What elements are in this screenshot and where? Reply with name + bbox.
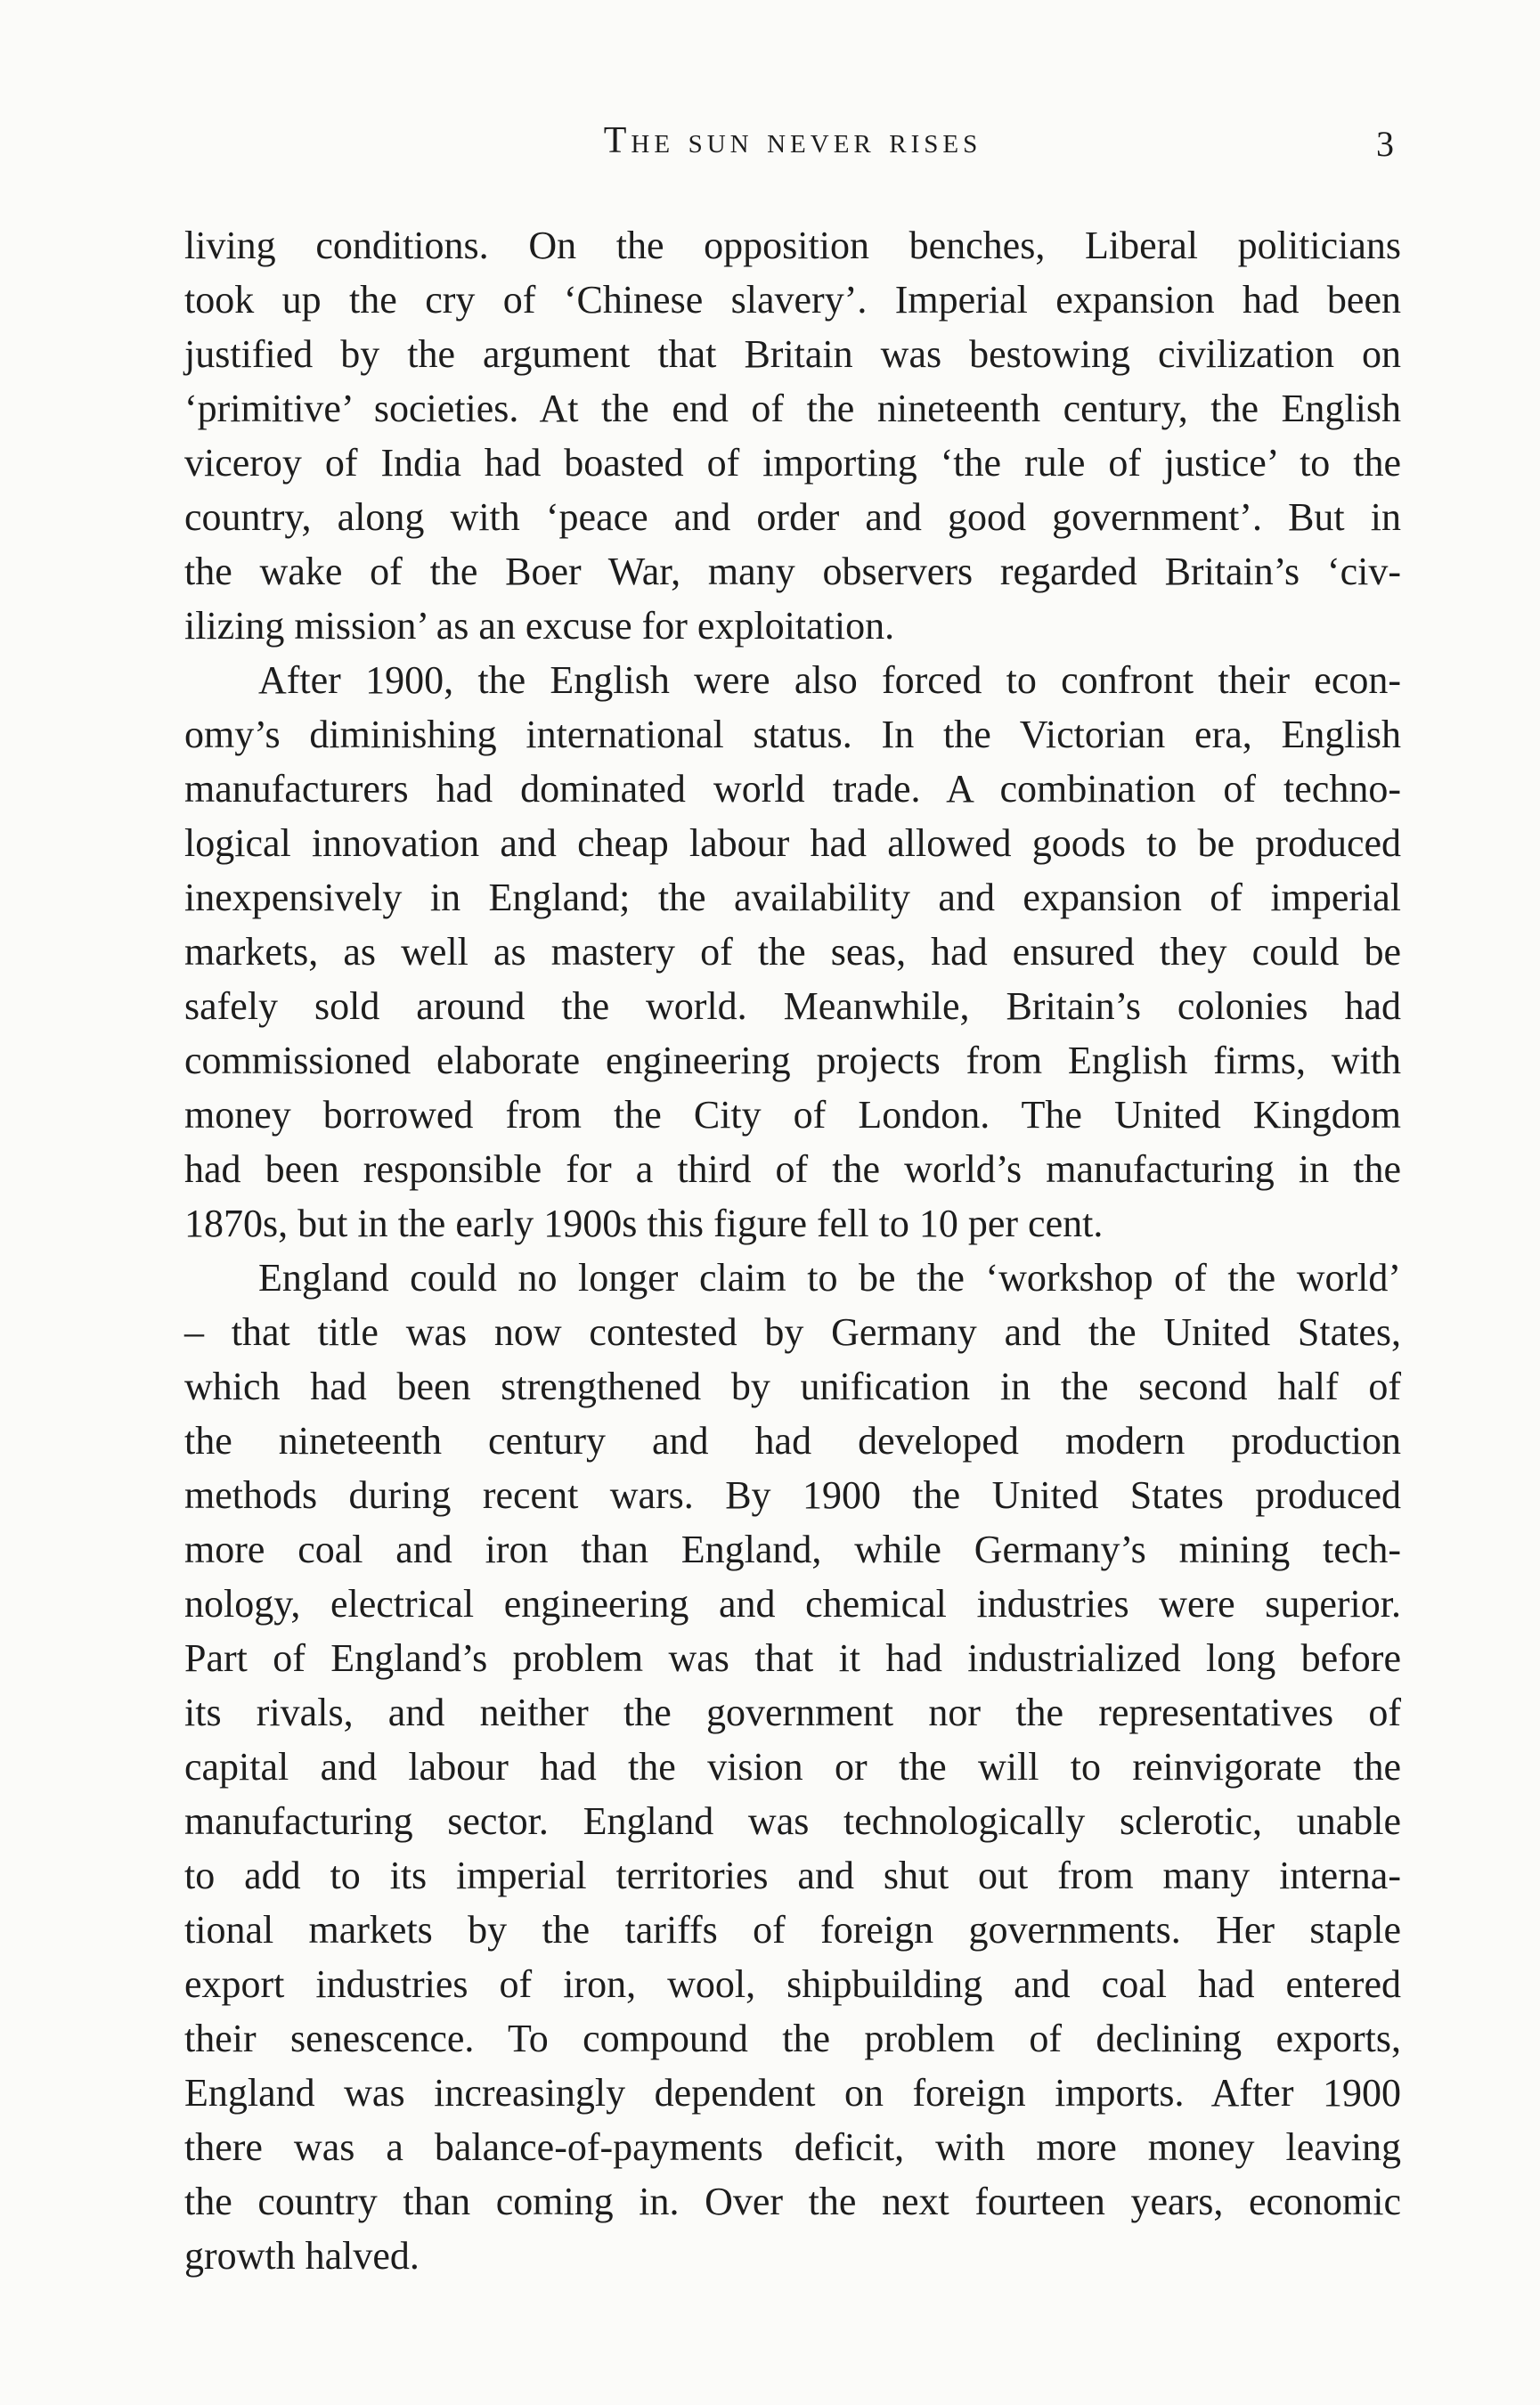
text-line: living conditions. On the opposition benches, Liberal politicians <box>184 224 1401 267</box>
body-text <box>184 218 1401 2283</box>
text-line: tional markets by the tariffs of foreign governments. Her staple <box>184 1908 1401 1952</box>
text-line: country, along with ‘peace and order and good government’. But in <box>184 495 1401 539</box>
text-line: safely sold around the world. Meanwhile, Britain’s colonies had <box>184 984 1401 1028</box>
text-line: nology, electrical engineering and chemical industries were superior. <box>184 1582 1401 1626</box>
text-line: Part of England’s problem was that it had industrialized long before <box>184 1636 1401 1680</box>
text-line: its rivals, and neither the government nor the representatives of <box>184 1691 1401 1734</box>
text-line: the country than coming in. Over the next fourteen years, economic <box>184 2180 1401 2223</box>
text-line: methods during recent wars. By 1900 the United States produced <box>184 1473 1401 1517</box>
text-line: had been responsible for a third of the world’s manufacturing in the <box>184 1147 1401 1191</box>
text-line: 1870s, but in the early 1900s this figure fell to 10 per cent. <box>184 1202 1104 1245</box>
text-line: manufacturers had dominated world trade. A combination of techno- <box>184 767 1401 811</box>
running-head <box>184 114 1401 167</box>
paragraph <box>184 1251 1401 2283</box>
text-line: to add to its imperial territories and shut out from many interna- <box>184 1854 1401 1897</box>
text-line: which had been strengthened by unification in the second half of <box>184 1365 1401 1408</box>
text-line: money borrowed from the City of London. The United Kingdom <box>184 1093 1401 1137</box>
running-title: The sun never rises <box>603 120 982 161</box>
paragraph <box>184 218 1401 653</box>
text-line: markets, as well as mastery of the seas, had ensured they could be <box>184 930 1401 974</box>
text-line: manufacturing sector. England was technologically sclerotic, unable <box>184 1799 1401 1843</box>
text-line: England could no longer claim to be the ‘workshop of the world’ <box>258 1256 1401 1300</box>
text-line: omy’s diminishing international status. In the Victorian era, English <box>184 713 1401 756</box>
text-line: capital and labour had the vision or the will to reinvigorate the <box>184 1745 1401 1789</box>
text-line: the nineteenth century and had developed modern production <box>184 1419 1401 1463</box>
text-line: the wake of the Boer War, many observers regarded Britain’s ‘civ- <box>184 550 1401 593</box>
text-line: England was increasingly dependent on foreign imports. After 1900 <box>184 2071 1401 2115</box>
text-line: After 1900, the English were also forced to confront their econ- <box>258 658 1401 702</box>
text-line: – that title was now contested by Germany and the United States, <box>184 1310 1401 1354</box>
text-line: export industries of iron, wool, shipbuilding and coal had entered <box>184 1962 1401 2006</box>
text-line: growth halved. <box>184 2234 420 2278</box>
text-line: inexpensively in England; the availability and expansion of imperial <box>184 876 1401 919</box>
text-line: commissioned elaborate engineering projects from English firms, with <box>184 1039 1401 1082</box>
page-number: 3 <box>1376 124 1394 164</box>
text-line: logical innovation and cheap labour had allowed goods to be produced <box>184 821 1401 865</box>
text-line: ‘primitive’ societies. At the end of the nineteenth century, the English <box>184 387 1401 430</box>
text-line: justified by the argument that Britain was bestowing civilization on <box>184 332 1401 376</box>
paragraph <box>184 653 1401 1251</box>
text-line: ilizing mission’ as an excuse for exploitation. <box>184 604 895 648</box>
text-line: their senescence. To compound the problem of declining exports, <box>184 2017 1401 2060</box>
text-line: there was a balance-of-payments deficit, with more money leaving <box>184 2125 1401 2169</box>
text-line: more coal and iron than England, while Germany’s mining tech- <box>184 1528 1401 1571</box>
text-line: took up the cry of ‘Chinese slavery’. Imperial expansion had been <box>184 278 1401 322</box>
text-line: viceroy of India had boasted of importing ‘the rule of justice’ to the <box>184 441 1401 485</box>
